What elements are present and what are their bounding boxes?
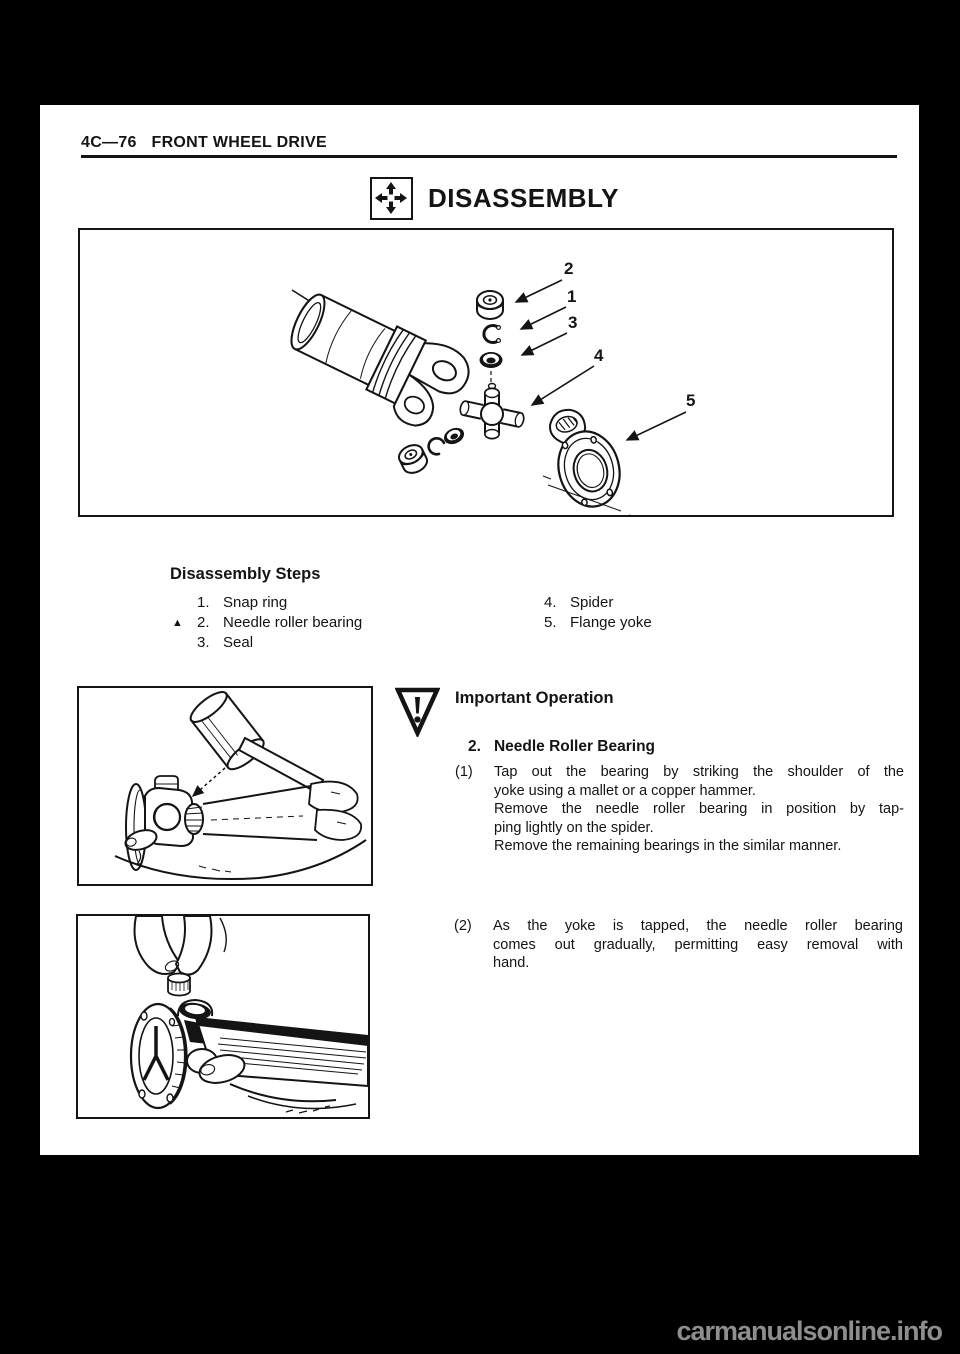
illustration-bearing-removal-box — [76, 914, 370, 1119]
instruction-paragraph-2 — [454, 917, 903, 973]
steps-title: Disassembly Steps — [170, 565, 321, 583]
page-number: 4C—76 — [81, 134, 137, 151]
illustration-mallet-tap-box — [77, 686, 373, 886]
paragraph-line: ping lightly on the spider. — [494, 819, 654, 836]
instruction-paragraph-1 — [455, 763, 904, 856]
paragraph-line: Remove the needle roller bearing in position by tap- — [494, 801, 904, 817]
seal-drawing — [480, 352, 503, 368]
callout-3: 3 — [568, 313, 578, 332]
triangle-marker-icon: ▲ — [172, 617, 183, 629]
illustration-bearing-removal — [78, 916, 368, 1117]
list-item — [544, 613, 652, 633]
item-label: Needle roller bearing — [223, 614, 363, 631]
callout-1: 1 — [567, 287, 577, 306]
spider-drawing — [459, 384, 525, 439]
paragraph-line: Tap out the bearing by striking the shoulder of the — [494, 764, 904, 780]
exploded-diagram-box — [78, 228, 894, 517]
flange-yoke-drawing — [544, 400, 628, 513]
paragraph-line: hand. — [493, 955, 530, 971]
paragraph-text — [493, 917, 903, 973]
item-label: Spider — [570, 594, 614, 611]
snap-ring-drawing — [484, 326, 501, 343]
item-marker — [172, 633, 197, 653]
paragraph-line: Remove the remaining bearings in the similar manner. — [494, 838, 842, 854]
paragraph-text — [494, 763, 904, 856]
item-label: Flange yoke — [570, 614, 652, 631]
callout-2: 2 — [564, 259, 574, 278]
item-number: 1. — [197, 594, 210, 611]
callout-4: 4 — [594, 346, 604, 365]
manual-page — [40, 105, 919, 1155]
item-number: 5. — [544, 614, 557, 631]
important-operation-title: Important Operation — [455, 689, 614, 707]
page-header — [81, 134, 327, 152]
watermark: carmanualsonline.info — [676, 1316, 942, 1346]
paragraph-number: (2) — [454, 918, 472, 934]
bearing-cap-drawing — [477, 291, 503, 319]
list-item — [172, 593, 362, 613]
paragraph-number: (1) — [455, 764, 473, 780]
item-marker — [172, 593, 197, 613]
illustration-mallet-tap — [79, 688, 371, 884]
substep-number: 2. — [468, 738, 481, 755]
header-rule — [81, 155, 897, 158]
list-item — [172, 613, 362, 633]
bearing-cap-drawing-2 — [396, 441, 430, 476]
item-number: 3. — [197, 634, 210, 651]
paragraph-line: comes out gradually, permitting easy removal with — [493, 936, 903, 953]
bearing-cap-small — [168, 974, 190, 996]
steps-list-right — [544, 593, 652, 633]
chapter-title: FRONT WHEEL DRIVE — [151, 134, 327, 151]
warning-exclamation-icon — [395, 687, 440, 737]
section-title: DISASSEMBLY — [428, 183, 619, 213]
item-label: Seal — [223, 634, 254, 651]
diagram-callouts — [564, 259, 695, 410]
item-label: Snap ring — [223, 594, 288, 611]
snap-ring-drawing-2 — [426, 436, 445, 456]
substep-title: Needle Roller Bearing — [493, 738, 656, 755]
seal-drawing-2 — [441, 425, 466, 447]
item-number: 4. — [544, 594, 557, 611]
move-arrows-icon — [370, 177, 413, 220]
paragraph-line: yoke using a mallet or a copper hammer. — [494, 782, 756, 799]
item-number: 2. — [197, 614, 210, 631]
substep-heading — [468, 738, 655, 756]
paragraph-line: As the yoke is tapped, the needle roller bearing — [493, 918, 903, 934]
exploded-diagram — [80, 230, 892, 515]
sleeve-yoke-drawing — [277, 282, 476, 439]
list-item — [172, 633, 362, 653]
steps-list-left — [172, 593, 362, 653]
callout-5: 5 — [686, 391, 696, 410]
list-item — [544, 593, 652, 613]
